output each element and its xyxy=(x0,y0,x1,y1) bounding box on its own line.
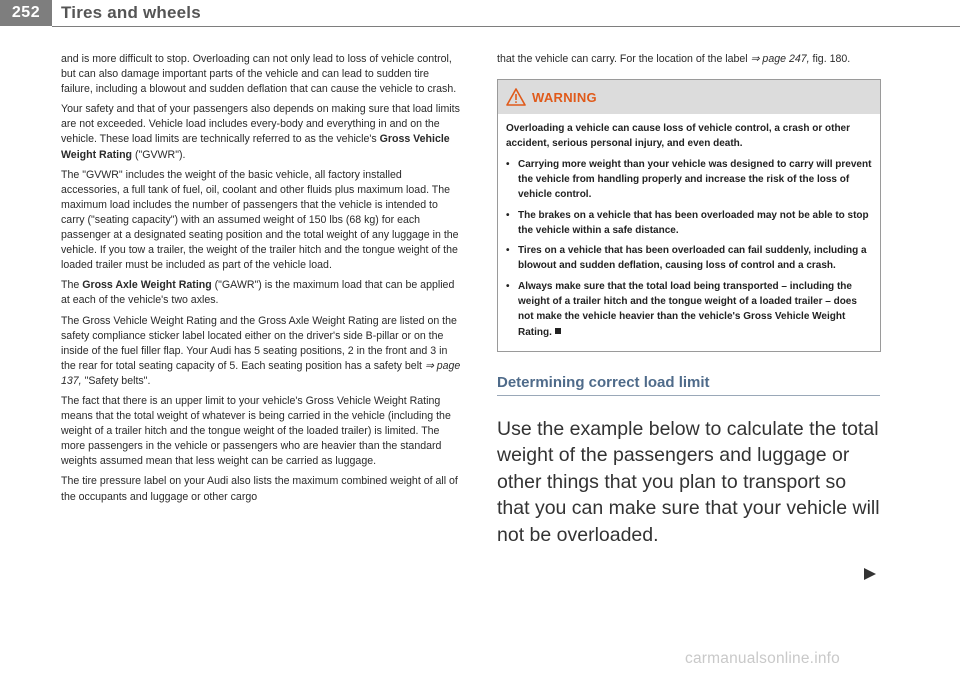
paragraph-text: fig. 180. xyxy=(809,53,851,65)
paragraph-text: Your safety and that of your passengers also depends on making sure that load limits are not exceeded. Vehicle load includes every-body and everything in and on the vehicle. These load limits are technically referred to as the vehicle's xyxy=(61,103,460,146)
lead-text: Use the example below to calculate the total weight of the passengers and luggage or other things that you plan to transport so that you can make sure that your vehicle will not be overloaded. xyxy=(497,417,880,546)
paragraph-text: "Safety belts". xyxy=(81,374,151,387)
bullet-dot: • xyxy=(506,209,510,221)
term-gawr: Gross Axle Weight Rating xyxy=(82,279,212,292)
paragraph-text: ("GAWR") is the maximum load that can be applied at each of the vehicle's two axles. xyxy=(61,279,455,307)
bullet-dot: • xyxy=(506,158,510,170)
page-header xyxy=(0,0,960,26)
warning-intro: Overloading a vehicle can cause loss of vehicle control, a crash or other accident, serious personal injury, and even death. xyxy=(506,123,851,150)
term-gvwr: Gross Vehicle Weight Rating xyxy=(61,133,450,161)
paragraph-text: The xyxy=(61,279,83,292)
page-number: 252 xyxy=(0,0,52,26)
paragraph: and is more difficult to stop. Overloading can not only lead to loss of vehicle control, but can also damage important parts of the vehicle and can lead to sudden tire failure, including a blowout and sudden deflation that can cause the vehicle to crash. xyxy=(61,53,457,96)
left-column xyxy=(61,52,463,510)
page-reference-link[interactable]: ⇒ page 247, xyxy=(750,53,810,65)
bullet-dot: • xyxy=(506,245,510,257)
watermark: carmanualsonline.info xyxy=(685,650,840,667)
right-column xyxy=(497,52,883,548)
warning-bullet xyxy=(506,208,872,239)
warning-bullet-wrap xyxy=(518,279,872,340)
warning-bullet-text: Always make sure that the total load being transported – including the weight of a trailer hitch and the tongue weight of a loaded trailer – does not make the vehicle heavier than the vehicle's Gross Vehicle Weight Rating. xyxy=(518,280,857,338)
warning-bullet-text: Carrying more weight than your vehicle was designed to carry will prevent the vehicle from handling properly and increase the risk of the loss of vehicle control. xyxy=(518,158,872,201)
continue-arrow-icon xyxy=(862,567,878,581)
paragraph-text: that the vehicle can carry. For the location of the label xyxy=(497,53,751,65)
section-title: Tires and wheels xyxy=(61,3,201,22)
paragraph: The fact that there is an upper limit to your vehicle's Gross Vehicle Weight Rating means that the total weight of whatever is being carried in the vehicle (including the weight of a trailer hitch and the tongue weight of the loaded trailer) is limited. The more passengers in the vehicle or passengers who are heavier than the standard weights assumed mean that less weight can be carried as luggage. xyxy=(61,394,451,468)
warning-body xyxy=(498,114,880,351)
sub-heading: Determining correct load limit xyxy=(497,374,880,396)
warning-box xyxy=(497,79,881,352)
paragraph xyxy=(61,314,463,389)
paragraph-text: ("GVWR"). xyxy=(132,148,186,161)
bullet-dot: • xyxy=(506,280,510,292)
warning-triangle-icon xyxy=(506,88,526,106)
page-reference-link[interactable]: ⇒ page 137, xyxy=(61,359,461,387)
warning-bullet xyxy=(506,279,872,340)
warning-bullet-text: Tires on a vehicle that has been overloaded can fail suddenly, including a blowout and sudden deflation, causing loss of control and a crash. xyxy=(518,245,867,272)
paragraph xyxy=(61,278,463,308)
header-rule xyxy=(52,26,960,27)
warning-bullet xyxy=(506,157,872,203)
warning-bullet-text: The brakes on a vehicle that has been overloaded may not be able to stop the vehicle within a safe distance. xyxy=(518,209,869,236)
warning-header xyxy=(498,80,880,114)
paragraph-text: The Gross Vehicle Weight Rating and the Gross Axle Weight Rating are listed on the safety compliance sticker label located either on the driver's side B-pillar or on the inside of the fuel filler flap. Your Audi has 5 seating positions, 2 in the front and 3 in the rear for total seating capacity of 5. Each seating position has a safety belt xyxy=(61,314,457,372)
paragraph: The "GVWR" includes the weight of the basic vehicle, all factory installed accessories, a full tank of fuel, oil, coolant and other fluids plus maximum load. The maximum load includes the number of passengers that the vehicle is intended to carry ("seating capacity") with an assumed weight of 150 lbs (68 kg) for each passenger at a designated seating position and the total weight of any luggage in the vehicle. If you tow a trailer, the weight of the trailer hitch and the tongue weight of the loaded trailer must be included as part of the vehicle load. xyxy=(61,168,459,272)
paragraph: The tire pressure label on your Audi also lists the maximum combined weight of all of the occupants and luggage or other cargo xyxy=(61,475,458,503)
paragraph xyxy=(497,52,883,67)
paragraph xyxy=(61,102,463,162)
warning-title: WARNING xyxy=(532,89,597,105)
end-mark-icon xyxy=(555,328,561,334)
warning-bullet xyxy=(506,243,872,274)
